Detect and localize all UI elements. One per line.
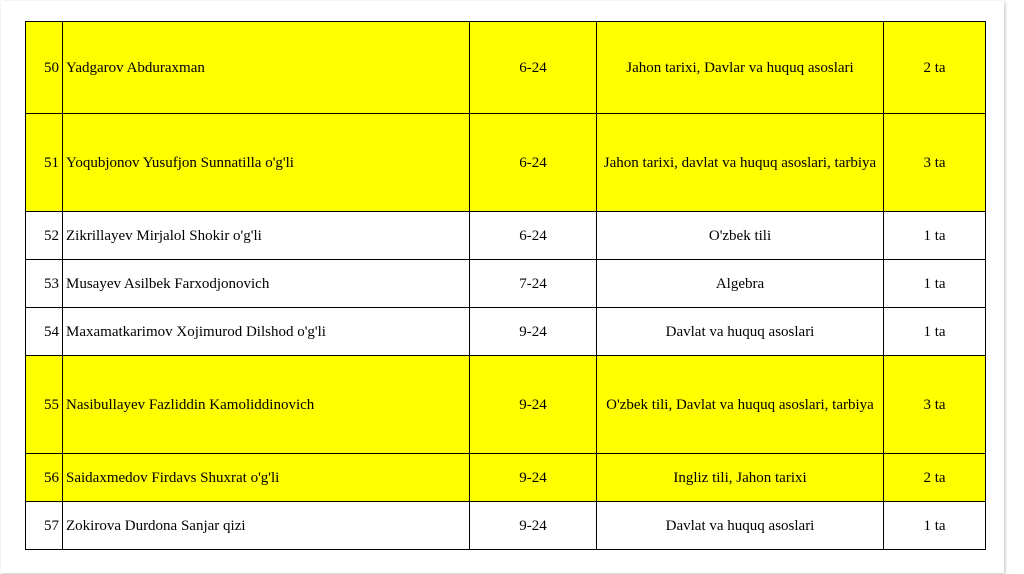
student-name: Yoqubjonov Yusufjon Sunnatilla o'g'li	[63, 114, 470, 212]
student-name: Saidaxmedov Firdavs Shuxrat o'g'li	[63, 454, 470, 502]
student-name: Maxamatkarimov Xojimurod Dilshod o'g'li	[63, 308, 470, 356]
table-row	[26, 260, 986, 308]
class-code: 9-24	[470, 454, 597, 502]
student-table	[25, 21, 986, 550]
table-row	[26, 502, 986, 550]
table-row	[26, 308, 986, 356]
student-name: Yadgarov Abduraxman	[63, 22, 470, 114]
row-number: 57	[26, 502, 63, 550]
table-row	[26, 356, 986, 454]
subject-count: 1 ta	[884, 502, 986, 550]
student-name: Zokirova Durdona Sanjar qizi	[63, 502, 470, 550]
class-code: 6-24	[470, 22, 597, 114]
row-number: 56	[26, 454, 63, 502]
class-code: 6-24	[470, 114, 597, 212]
subjects: Algebra	[597, 260, 884, 308]
row-number: 54	[26, 308, 63, 356]
row-number: 53	[26, 260, 63, 308]
class-code: 9-24	[470, 502, 597, 550]
subjects: Jahon tarixi, Davlar va huquq asoslari	[597, 22, 884, 114]
subject-count: 1 ta	[884, 260, 986, 308]
subjects: O'zbek tili	[597, 212, 884, 260]
row-number: 51	[26, 114, 63, 212]
table-row	[26, 454, 986, 502]
table-row	[26, 114, 986, 212]
row-number: 52	[26, 212, 63, 260]
table-row	[26, 212, 986, 260]
subjects: Davlat va huquq asoslari	[597, 308, 884, 356]
student-name: Nasibullayev Fazliddin Kamoliddinovich	[63, 356, 470, 454]
subject-count: 2 ta	[884, 454, 986, 502]
student-name: Musayev Asilbek Farxodjonovich	[63, 260, 470, 308]
subject-count: 1 ta	[884, 308, 986, 356]
row-number: 55	[26, 356, 63, 454]
table-row	[26, 22, 986, 114]
subjects: Ingliz tili, Jahon tarixi	[597, 454, 884, 502]
row-number: 50	[26, 22, 63, 114]
class-code: 6-24	[470, 212, 597, 260]
subject-count: 1 ta	[884, 212, 986, 260]
subject-count: 3 ta	[884, 114, 986, 212]
subjects: O'zbek tili, Davlat va huquq asoslari, tarbiya	[597, 356, 884, 454]
class-code: 9-24	[470, 356, 597, 454]
subject-count: 3 ta	[884, 356, 986, 454]
subjects: Davlat va huquq asoslari	[597, 502, 884, 550]
slide	[1, 1, 1004, 573]
subjects: Jahon tarixi, davlat va huquq asoslari, tarbiya	[597, 114, 884, 212]
class-code: 7-24	[470, 260, 597, 308]
class-code: 9-24	[470, 308, 597, 356]
student-name: Zikrillayev Mirjalol Shokir o'g'li	[63, 212, 470, 260]
subject-count: 2 ta	[884, 22, 986, 114]
